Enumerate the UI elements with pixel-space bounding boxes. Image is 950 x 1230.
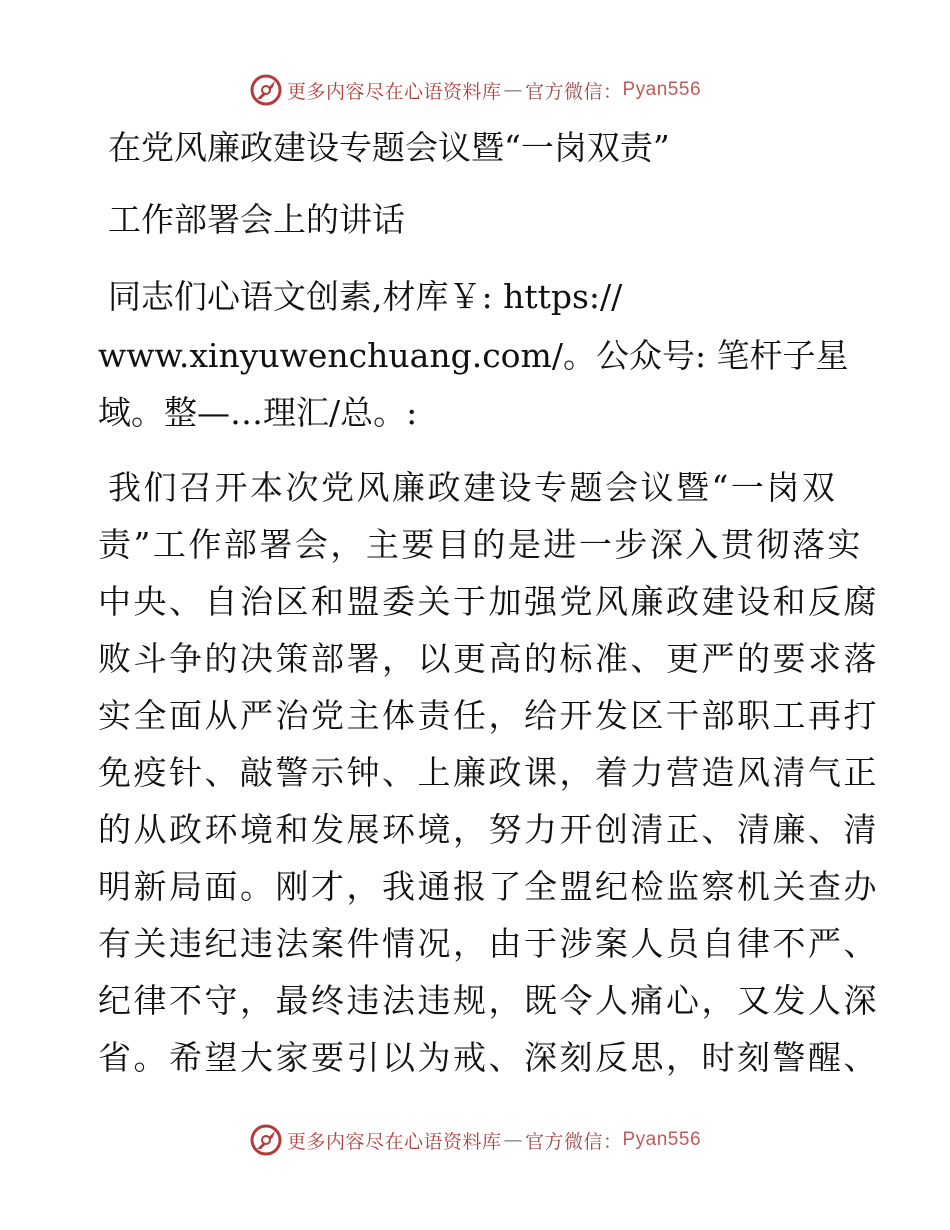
watermark-banner-bottom	[0, 1120, 950, 1160]
body-line-4: 败斗争的决策部署，以更高的标准、更严的要求落	[98, 639, 879, 678]
body-line-8: 明新局面。刚才，我通报了全盟纪检监察机关查办	[98, 867, 879, 906]
body-line-6: 免疫针、敲警示钟、上廉政课，着力营造风清气正	[98, 753, 879, 792]
watermark-site-text: 更多内容尽在心语资料库	[286, 1130, 502, 1153]
pen-logo-icon	[249, 73, 283, 107]
body-line-10: 纪律不守，最终违法违规，既令人痛心，又发人深	[98, 981, 879, 1020]
body-line-11: 省。希望大家要引以为戒、深刻反思，时刻警醒、	[98, 1038, 879, 1077]
document-title-line-2: 工作部署会上的讲话	[108, 200, 405, 239]
pen-logo-icon	[249, 1123, 283, 1157]
body-line-5: 实全面从严治党主体责任，给开发区干部职工再打	[98, 696, 879, 735]
watermark-wechat-id: Pyan556	[622, 1129, 702, 1150]
watermark-separator: —	[503, 1129, 523, 1151]
body-line-3: 中央、自治区和盟委关于加强党风廉政建设和反腐	[98, 582, 879, 621]
body-line-7: 的从政环境和发展环境，努力开创清正、清廉、清	[98, 810, 879, 849]
watermark-wechat-label: 官方微信：	[524, 1130, 623, 1153]
body-line-9: 有关违纪违法案件情况，由于涉案人员自律不严、	[98, 924, 879, 963]
watermark-banner-top	[0, 70, 950, 110]
greeting-line-3: 域。整—…理汇/总。:	[98, 393, 418, 432]
body-line-2: 责”工作部署会，主要目的是进一步深入贯彻落实	[98, 525, 863, 564]
greeting-line-2: www.xinyuwenchuang.com/。公众号: 笔杆子星	[98, 336, 849, 375]
watermark-wechat-label: 官方微信：	[524, 80, 623, 103]
greeting-line-1: 同志们心语文创素,材库￥: https://	[108, 277, 623, 316]
watermark-wechat-id: Pyan556	[622, 79, 702, 100]
watermark-separator: —	[503, 79, 523, 101]
watermark-site-text: 更多内容尽在心语资料库	[286, 80, 502, 103]
document-title-line-1: 在党风廉政建设专题会议暨“一岗双责”	[108, 128, 670, 167]
body-line-1: 我们召开本次党风廉政建设专题会议暨“一岗双	[108, 468, 838, 507]
